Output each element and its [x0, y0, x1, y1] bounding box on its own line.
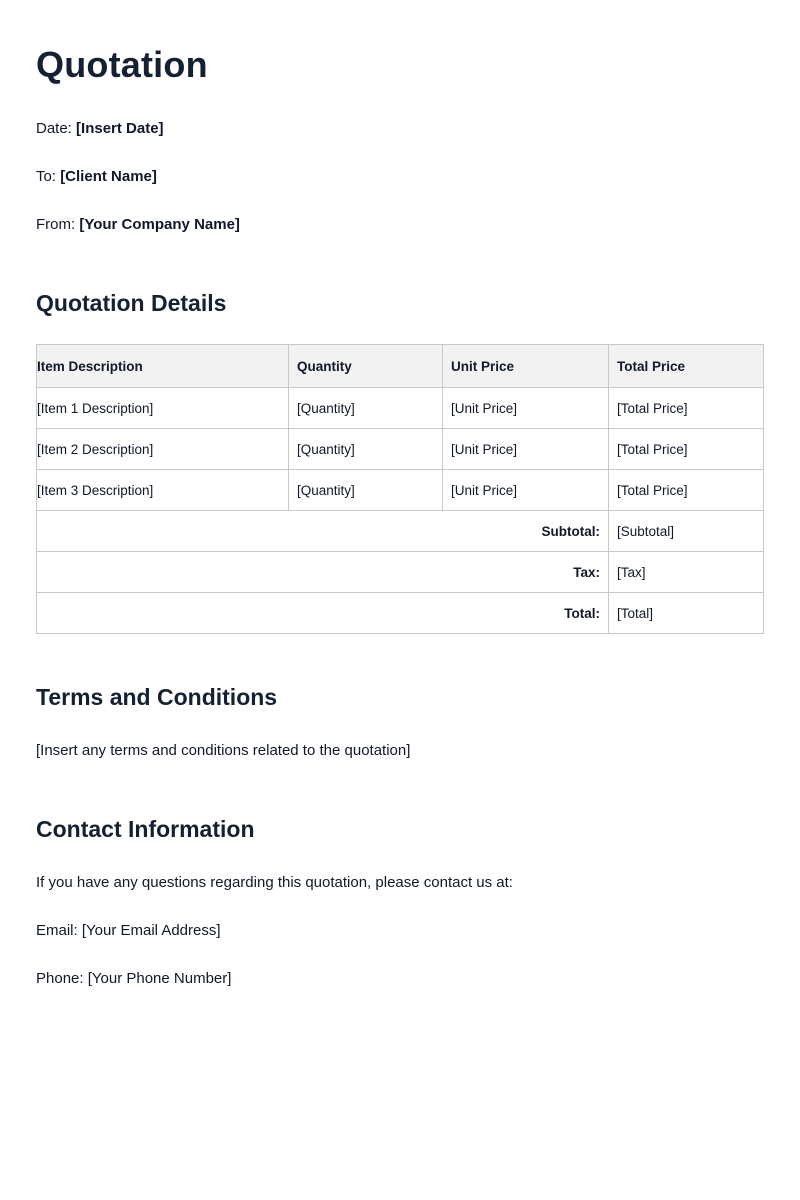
table-cell: [Unit Price] [443, 429, 609, 470]
total-label: Total: [37, 593, 609, 634]
table-cell: [Total Price] [609, 429, 764, 470]
terms-heading: Terms and Conditions [36, 684, 278, 710]
subtotal-row [37, 511, 764, 552]
table-row [37, 388, 764, 429]
total-row [37, 593, 764, 634]
column-header: Total Price [609, 345, 764, 388]
to-line [36, 168, 157, 185]
quotation-table [36, 344, 764, 634]
tax-row [37, 552, 764, 593]
tax-value: [Tax] [609, 552, 764, 593]
table-row [37, 470, 764, 511]
table-cell: [Quantity] [289, 388, 443, 429]
date-line [36, 120, 164, 137]
column-header: Unit Price [443, 345, 609, 388]
table-cell: [Quantity] [289, 429, 443, 470]
contact-phone: Phone: [Your Phone Number] [36, 970, 232, 987]
table-header-row [37, 345, 764, 388]
table-cell: [Total Price] [609, 388, 764, 429]
from-value: [Your Company Name] [79, 216, 240, 233]
table-cell: [Item 3 Description] [37, 470, 289, 511]
table-cell: [Item 1 Description] [37, 388, 289, 429]
terms-text: [Insert any terms and conditions related to the quotation] [36, 742, 411, 759]
table-cell: [Total Price] [609, 470, 764, 511]
subtotal-value: [Subtotal] [609, 511, 764, 552]
table-cell: [Item 2 Description] [37, 429, 289, 470]
column-header: Quantity [289, 345, 443, 388]
table-cell: [Quantity] [289, 470, 443, 511]
contact-intro: If you have any questions regarding this quotation, please contact us at: [36, 874, 513, 891]
table-row [37, 429, 764, 470]
from-label: From: [36, 216, 76, 233]
subtotal-label: Subtotal: [37, 511, 609, 552]
table-cell: [Unit Price] [443, 388, 609, 429]
date-label: Date: [36, 120, 72, 137]
contact-heading: Contact Information [36, 816, 255, 842]
tax-label: Tax: [37, 552, 609, 593]
to-value: [Client Name] [60, 168, 157, 185]
contact-email: Email: [Your Email Address] [36, 922, 221, 939]
date-value: [Insert Date] [76, 120, 164, 137]
total-value: [Total] [609, 593, 764, 634]
from-line [36, 216, 240, 233]
to-label: To: [36, 168, 57, 185]
column-header: Item Description [37, 345, 289, 388]
page-title: Quotation [36, 44, 208, 85]
quotation-details-heading: Quotation Details [36, 290, 227, 316]
table-cell: [Unit Price] [443, 470, 609, 511]
